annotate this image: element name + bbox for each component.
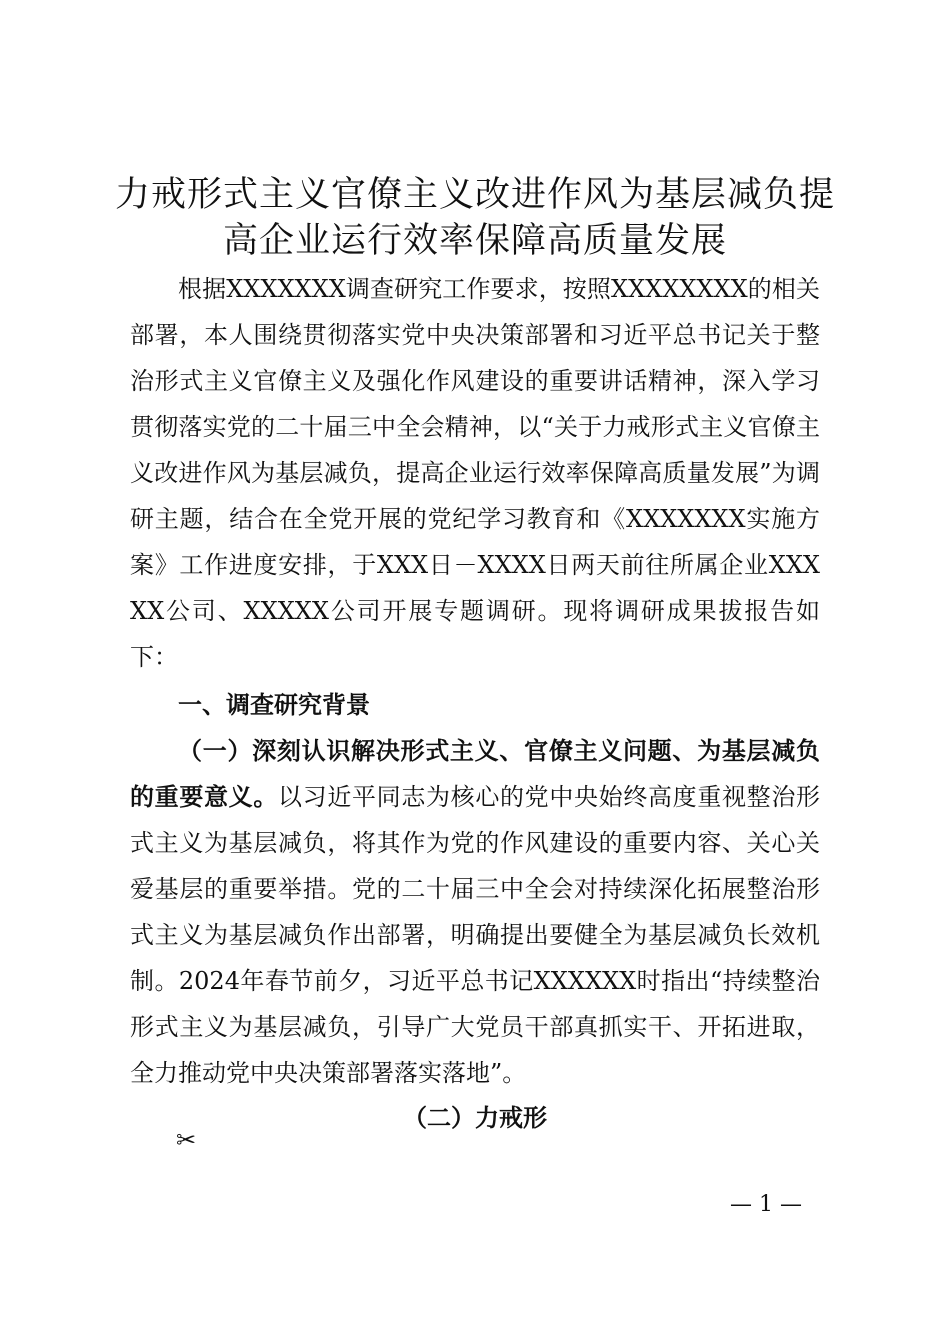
page-number: — 1 — bbox=[730, 1192, 802, 1217]
subsection-1-body: 以习近平同志为核心的党中央始终高度重视整治形式主义为基层减负，将其作为党的作风建设的重要内容、关心关爱基层的重要举措。党的二十届三中全会对持续深化拓展整治形式主义为基层减负作出部署，明确提出要健全为基层减负长效机制。2024年春节前夕，习近平总书记XXXXXX时指出“持续整治形式主义为基层减负，引导广大党员干部真抓实干、开拓进取，全力推动党中央决策部署落实落地”。 bbox=[130, 783, 820, 1087]
document-title-line-2: 高企业运行效率保障高质量发展 bbox=[222, 221, 727, 261]
subsection-1-lead: （一）深刻认识解决形式主义、官僚主义问题、为基层减负的重要意义。 bbox=[130, 736, 820, 811]
section-1-heading: 一、调查研究背景 bbox=[178, 691, 370, 719]
scissors-icon: ✂ bbox=[176, 1126, 197, 1154]
intro-paragraph: 根据XXXXXXX调查研究工作要求，按照XXXXXXXX的相关部署，本人围绕贯彻落实党中央决策部署和习近平总书记关于整治形式主义官僚主义及强化作风建设的重要讲话精神，深入学习贯彻落实党的二十届三中全会精神，以“关于力戒形式主义官僚主义改进作风为基层减负，提高企业运行效率保障高质量发展”为调研主题，结合在全党开展的党纪学习教育和《XXXXXXX实施方案》工作进度安排，于XXX日－XXXX日两天前往所属企业XXXXX公司、XXXXX公司开展专题调研。现将调研成果拔报告如下： bbox=[130, 275, 820, 671]
document-title-line-1: 力戒形式主义官僚主义改进作风为基层减负提 bbox=[114, 175, 835, 215]
subsection-1-paragraph bbox=[130, 728, 820, 1096]
subsection-2-heading: （二）力戒形 bbox=[403, 1103, 547, 1132]
